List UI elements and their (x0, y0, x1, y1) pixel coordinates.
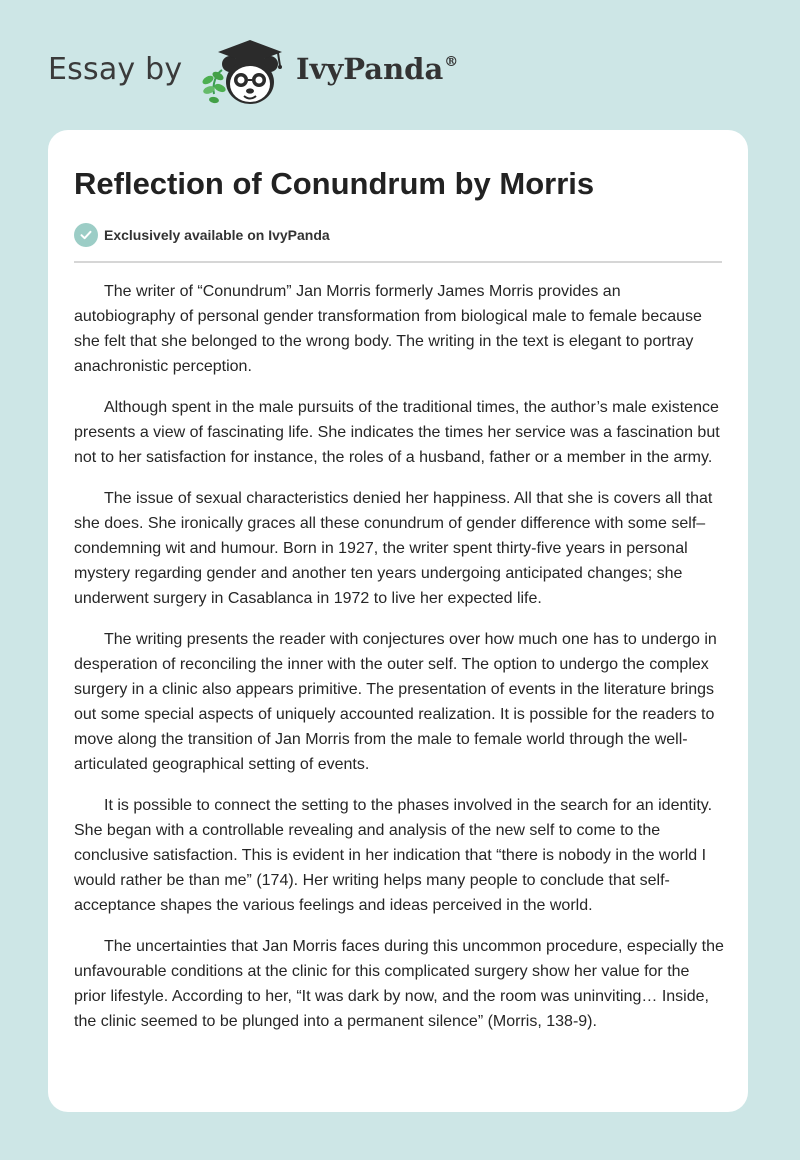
paragraph-6: The uncertainties that Jan Morris faces during this uncommon procedure, especially the unfavourable conditions at the clinic for this complicated surgery show her value for the prior lifestyle. According to her, “It was dark by now, and the room was uninviting… Inside, the clinic seemed to be plunged into a permanent silence” (Morris, 138-9). (74, 938, 724, 1030)
site-header (0, 0, 800, 130)
check-circle-icon (74, 223, 98, 247)
brand-name: IvyPanda (296, 52, 444, 86)
essay-body (74, 279, 724, 1050)
exclusive-badge (74, 222, 330, 248)
paragraph-3: The issue of sexual characteristics denied her happiness. All that she is covers all that she does. She ironically graces all these conundrum of gender difference with some self–condemning wit and humour. Born in 1927, the writer spent thirty-five years in personal mystery regarding gender and another ten years undergoing anticipated changes; she underwent surgery in Casablanca in 1972 to live her expected life. (74, 490, 713, 607)
leaf-icon (201, 70, 227, 104)
paragraph-5: It is possible to connect the setting to the phases involved in the search for an identity. She began with a controllable revealing and analysis of the new self to come to the conclusive satisfaction. This is evident in her indication that “there is nobody in the world I would rather be than me” (174). Her writing helps many people to conclude that self-acceptance shapes the various feelings and ideas perceived in the world. (74, 797, 713, 914)
exclusive-label: Exclusively available on IvyPanda (104, 227, 330, 243)
essay-card (48, 130, 748, 1112)
page-title: Reflection of Conundrum by Morris (74, 166, 595, 201)
panda-logo-icon[interactable] (200, 36, 292, 112)
registered-mark: ® (444, 54, 459, 70)
paragraph-1: The writer of “Conundrum” Jan Morris formerly James Morris provides an autobiography of personal gender transformation from biological male to female because she felt that she belonged to the wrong body. The writing in the text is elegant to portray anachronistic perception. (74, 283, 702, 375)
paragraph-2: Although spent in the male pursuits of the traditional times, the author’s male existence presents a view of fascinating life. She indicates the times her service was a fascination but not to her satisfaction for instance, the roles of a husband, father or a member in the army. (74, 399, 720, 466)
brand-logo-text[interactable] (296, 52, 458, 86)
title-divider (74, 261, 722, 263)
essay-by-label: Essay by (48, 52, 183, 87)
paragraph-4: The writing presents the reader with conjectures over how much one has to undergo in desperation of reconciling the inner with the outer self. The option to undergo the complex surgery in a clinic also appears primitive. The presentation of events in the literature brings out some special aspects of uniquely accounted realization. It is possible for the readers to move along the transition of Jan Morris from the male to female world through the well-articulated geographical setting of events. (74, 631, 717, 773)
